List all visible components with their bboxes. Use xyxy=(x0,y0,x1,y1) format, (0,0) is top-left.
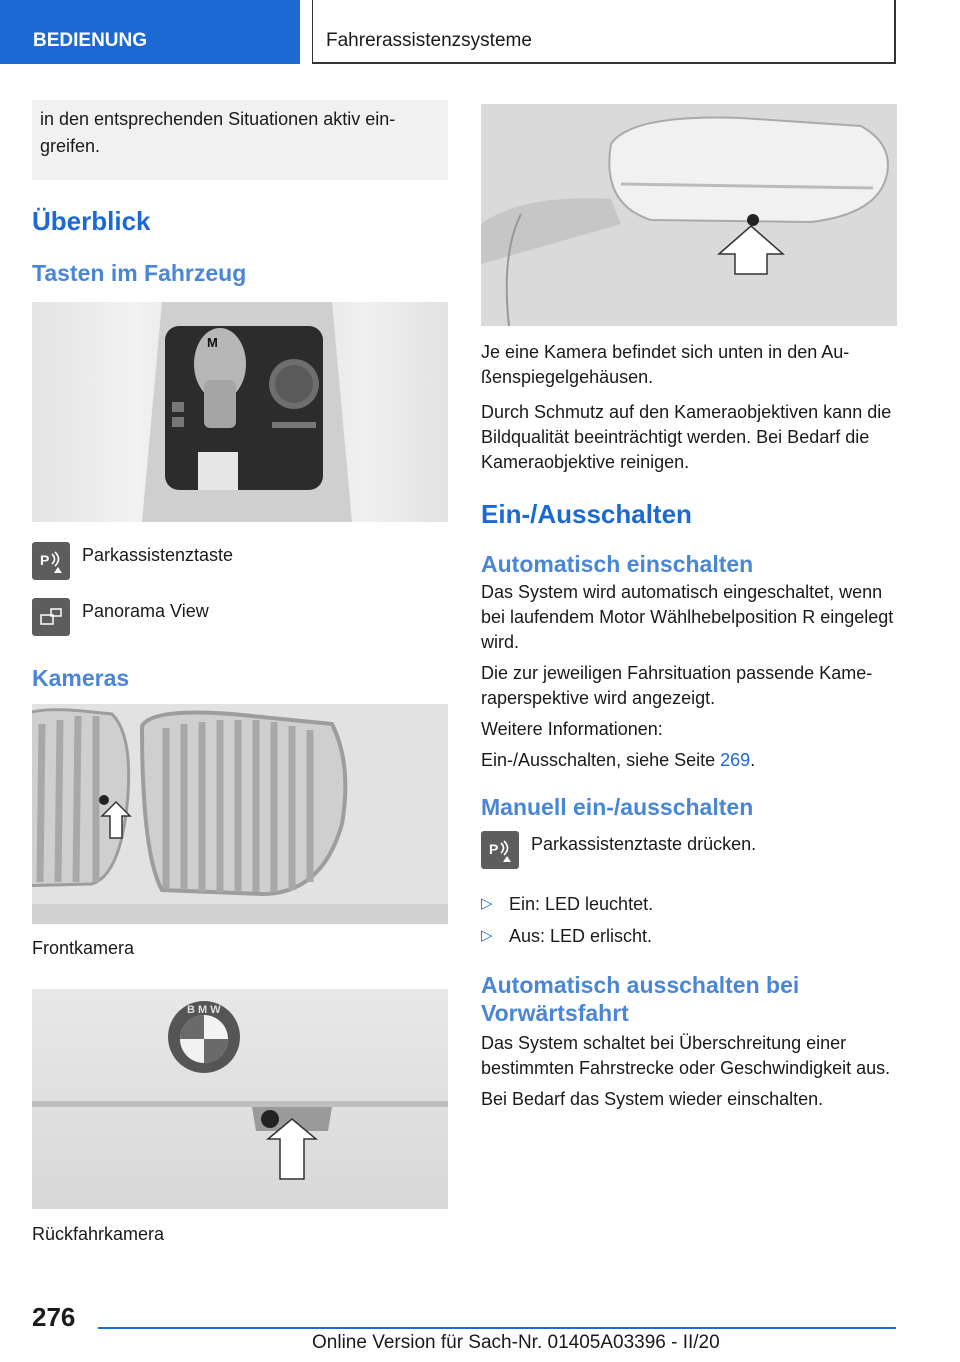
side-mirror-illustration xyxy=(481,104,897,326)
front-camera-photo xyxy=(32,704,448,924)
heading-overview: Überblick xyxy=(32,206,151,236)
park-assist-icon xyxy=(481,831,519,869)
auto-on-text: Das System wird automatisch eingeschaltet, wenn bei laufendem Motor Wählhebelposition R eingelegt wird. xyxy=(481,582,894,652)
dirt-text: Durch Schmutz auf den Kameraobjektiven kann die Bildqualität beeinträchtigt werden. Bei Bedarf die Kameraobjektive reinigen. xyxy=(481,402,892,472)
bullet-off-text: Aus: LED erlischt. xyxy=(509,926,653,946)
bullet-on-text: Ein: LED leuchtet. xyxy=(509,894,654,914)
rear-tailgate-illustration xyxy=(32,989,448,1209)
right-column xyxy=(481,104,897,1112)
bullet-off xyxy=(481,923,897,949)
panorama-row xyxy=(32,598,448,636)
rear-camera-photo xyxy=(32,989,448,1209)
mirror-text: Je eine Kamera befindet sich unten in den Außenspiegelgehäusen. xyxy=(481,342,850,387)
park-assist-icon xyxy=(32,542,70,580)
svg-text:P: P xyxy=(489,841,499,857)
front-grille-illustration xyxy=(32,704,448,924)
bmw-logo-letters: B M W xyxy=(187,1004,221,1016)
panorama-view-icon xyxy=(32,598,70,636)
footer-divider xyxy=(98,1327,896,1329)
park-assist-row xyxy=(32,542,448,580)
heading-auto-on: Automatisch einschalten xyxy=(481,551,754,577)
manual-text: Parkassistenztaste drücken. xyxy=(531,834,757,854)
heading-onoff: Ein-/Ausschalten xyxy=(481,499,692,529)
front-camera-caption: Frontkamera xyxy=(32,938,135,958)
page-number: 276 xyxy=(32,1302,76,1332)
header-section: BEDIENUNG xyxy=(0,0,300,64)
console-illustration xyxy=(32,302,448,522)
perspective-text: Die zur jeweiligen Fahrsituation passende Kameraperspektive wird angezeigt. xyxy=(481,663,873,708)
note-box xyxy=(32,100,448,180)
header-chapter: Fahrerassistenzsysteme xyxy=(312,0,896,64)
panorama-label: Panorama View xyxy=(82,601,209,621)
left-column xyxy=(32,100,448,1247)
heading-manual: Manuell ein-/ausschalten xyxy=(481,794,754,820)
park-assist-label: Parkassistenztaste xyxy=(82,545,234,565)
see-page-suffix: . xyxy=(750,750,756,770)
footer-online-version: Online Version für Sach-Nr. 01405A03396 - II/20 xyxy=(312,1332,720,1353)
heading-auto-off: Automatisch ausschalten bei Vorwärtsfahrt xyxy=(481,972,800,1026)
heading-buttons: Tasten im Fahrzeug xyxy=(32,260,247,286)
more-info-text: Weitere Informationen: xyxy=(481,719,663,739)
note-text: in den entsprechenden Situationen aktiv eingreifen. xyxy=(40,109,396,156)
reenable-text: Bei Bedarf das System wieder einschalten. xyxy=(481,1089,824,1109)
console-photo xyxy=(32,302,448,522)
rear-camera-caption: Rückfahrkamera xyxy=(32,1224,165,1244)
bullet-triangle-icon: ▷ xyxy=(481,927,493,944)
heading-cameras: Kameras xyxy=(32,665,130,691)
see-page-line xyxy=(481,748,897,773)
auto-off-text: Das System schaltet bei Überschreitung einer bestimmten Fahrstrecke oder Geschwindigkeit aus. xyxy=(481,1033,891,1078)
see-page-prefix: Ein-/Ausschalten, siehe Seite xyxy=(481,750,721,770)
svg-text:P: P xyxy=(40,552,50,568)
shifter-logo: M xyxy=(207,335,218,350)
bullet-on xyxy=(481,891,897,917)
mirror-camera-photo xyxy=(481,104,897,326)
manual-row xyxy=(481,831,897,869)
page-reference-link[interactable]: 269 xyxy=(720,750,751,770)
bullet-triangle-icon: ▷ xyxy=(481,895,493,912)
